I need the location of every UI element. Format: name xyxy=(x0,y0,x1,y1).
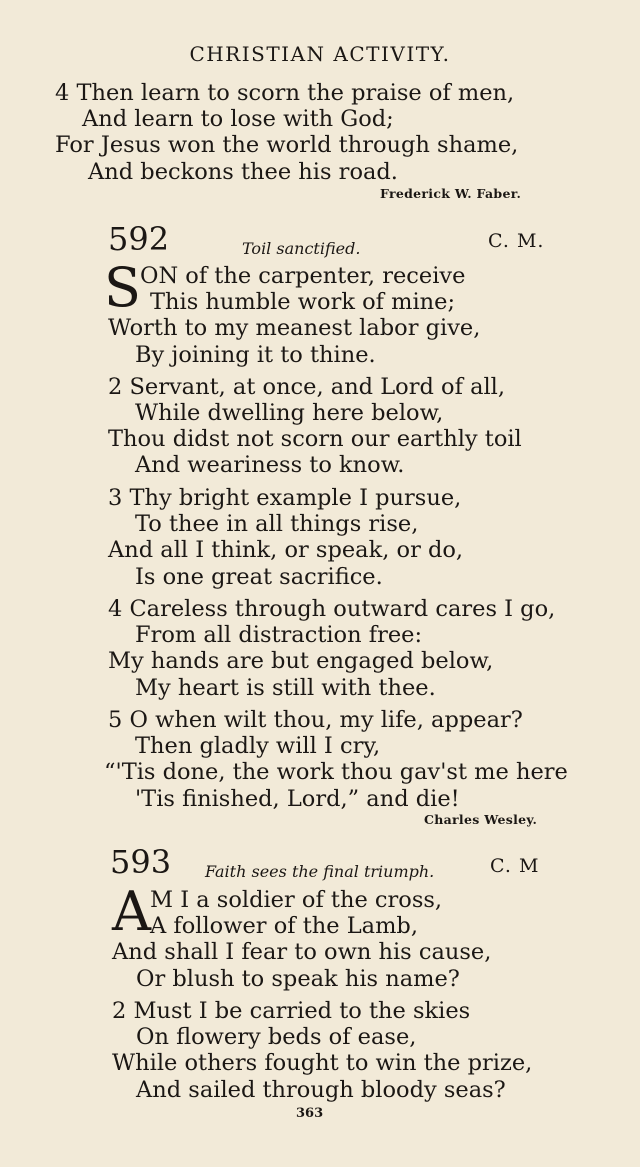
hymn-line: Is one great sacrifice. xyxy=(135,564,383,590)
hymn-line: 3 Thy bright example I pursue, xyxy=(108,485,462,511)
prev-hymn-line: And learn to lose with God; xyxy=(82,106,394,132)
hymn-line: My heart is still with thee. xyxy=(135,675,436,701)
hymn-line: Or blush to speak his name? xyxy=(136,966,460,992)
hymn-line: While dwelling here below, xyxy=(135,400,444,426)
hymn-line: And all I think, or speak, or do, xyxy=(108,537,464,563)
hymn-line: And sailed through bloody seas? xyxy=(136,1077,506,1103)
prev-hymn-line: For Jesus won the world through shame, xyxy=(55,132,519,158)
hymn-line: While others fought to win the prize, xyxy=(112,1050,533,1076)
hymn-subtitle: Faith sees the final triumph. xyxy=(205,862,435,881)
hymn-line: Thou didst not scorn our earthly toil xyxy=(108,426,522,452)
hymn-line: M I a soldier of the cross, xyxy=(150,887,443,913)
hymn-line: 2 Servant, at once, and Lord of all, xyxy=(108,374,506,400)
page-number: 363 xyxy=(296,1106,324,1121)
hymn-line: 'Tis finished, Lord,” and die! xyxy=(135,786,460,812)
page-header: CHRISTIAN ACTIVITY. xyxy=(189,42,451,66)
hymn-line: Worth to my meanest labor give, xyxy=(108,315,481,341)
hymn-line: This humble work of mine; xyxy=(150,289,456,315)
hymn-number: 592 xyxy=(108,220,170,258)
hymn-attribution: Charles Wesley. xyxy=(424,812,538,827)
hymn-line: By joining it to thine. xyxy=(135,342,376,368)
hymn-subtitle: Toil sanctified. xyxy=(242,239,361,258)
hymn-line: From all distraction free: xyxy=(135,622,423,648)
hymn-line: A follower of the Lamb, xyxy=(150,913,418,939)
hymn-number: 593 xyxy=(110,843,172,881)
hymn-meter: C. M. xyxy=(488,230,545,252)
drop-cap: A xyxy=(112,880,151,943)
hymn-line: My hands are but engaged below, xyxy=(108,648,494,674)
hymn-line: Then gladly will I cry, xyxy=(135,733,381,759)
hymn-line: 5 O when wilt thou, my life, appear? xyxy=(108,707,523,733)
prev-hymn-line: 4 Then learn to scorn the praise of men, xyxy=(55,80,515,106)
hymn-line: ON of the carpenter, receive xyxy=(140,263,466,289)
drop-cap: S xyxy=(104,256,141,319)
prev-hymn-line: And beckons thee his road. xyxy=(88,159,398,185)
prev-hymn-attribution: Frederick W. Faber. xyxy=(380,186,522,201)
hymn-line: 4 Careless through outward cares I go, xyxy=(108,596,556,622)
hymn-meter: C. M xyxy=(490,855,540,877)
hymn-line: And weariness to know. xyxy=(135,452,405,478)
hymn-line: And shall I fear to own his cause, xyxy=(112,939,492,965)
hymn-line: On flowery beds of ease, xyxy=(136,1024,417,1050)
hymn-line: “'Tis done, the work thou gav'st me here xyxy=(104,759,568,785)
hymn-line: 2 Must I be carried to the skies xyxy=(112,998,471,1024)
hymn-line: To thee in all things rise, xyxy=(135,511,419,537)
